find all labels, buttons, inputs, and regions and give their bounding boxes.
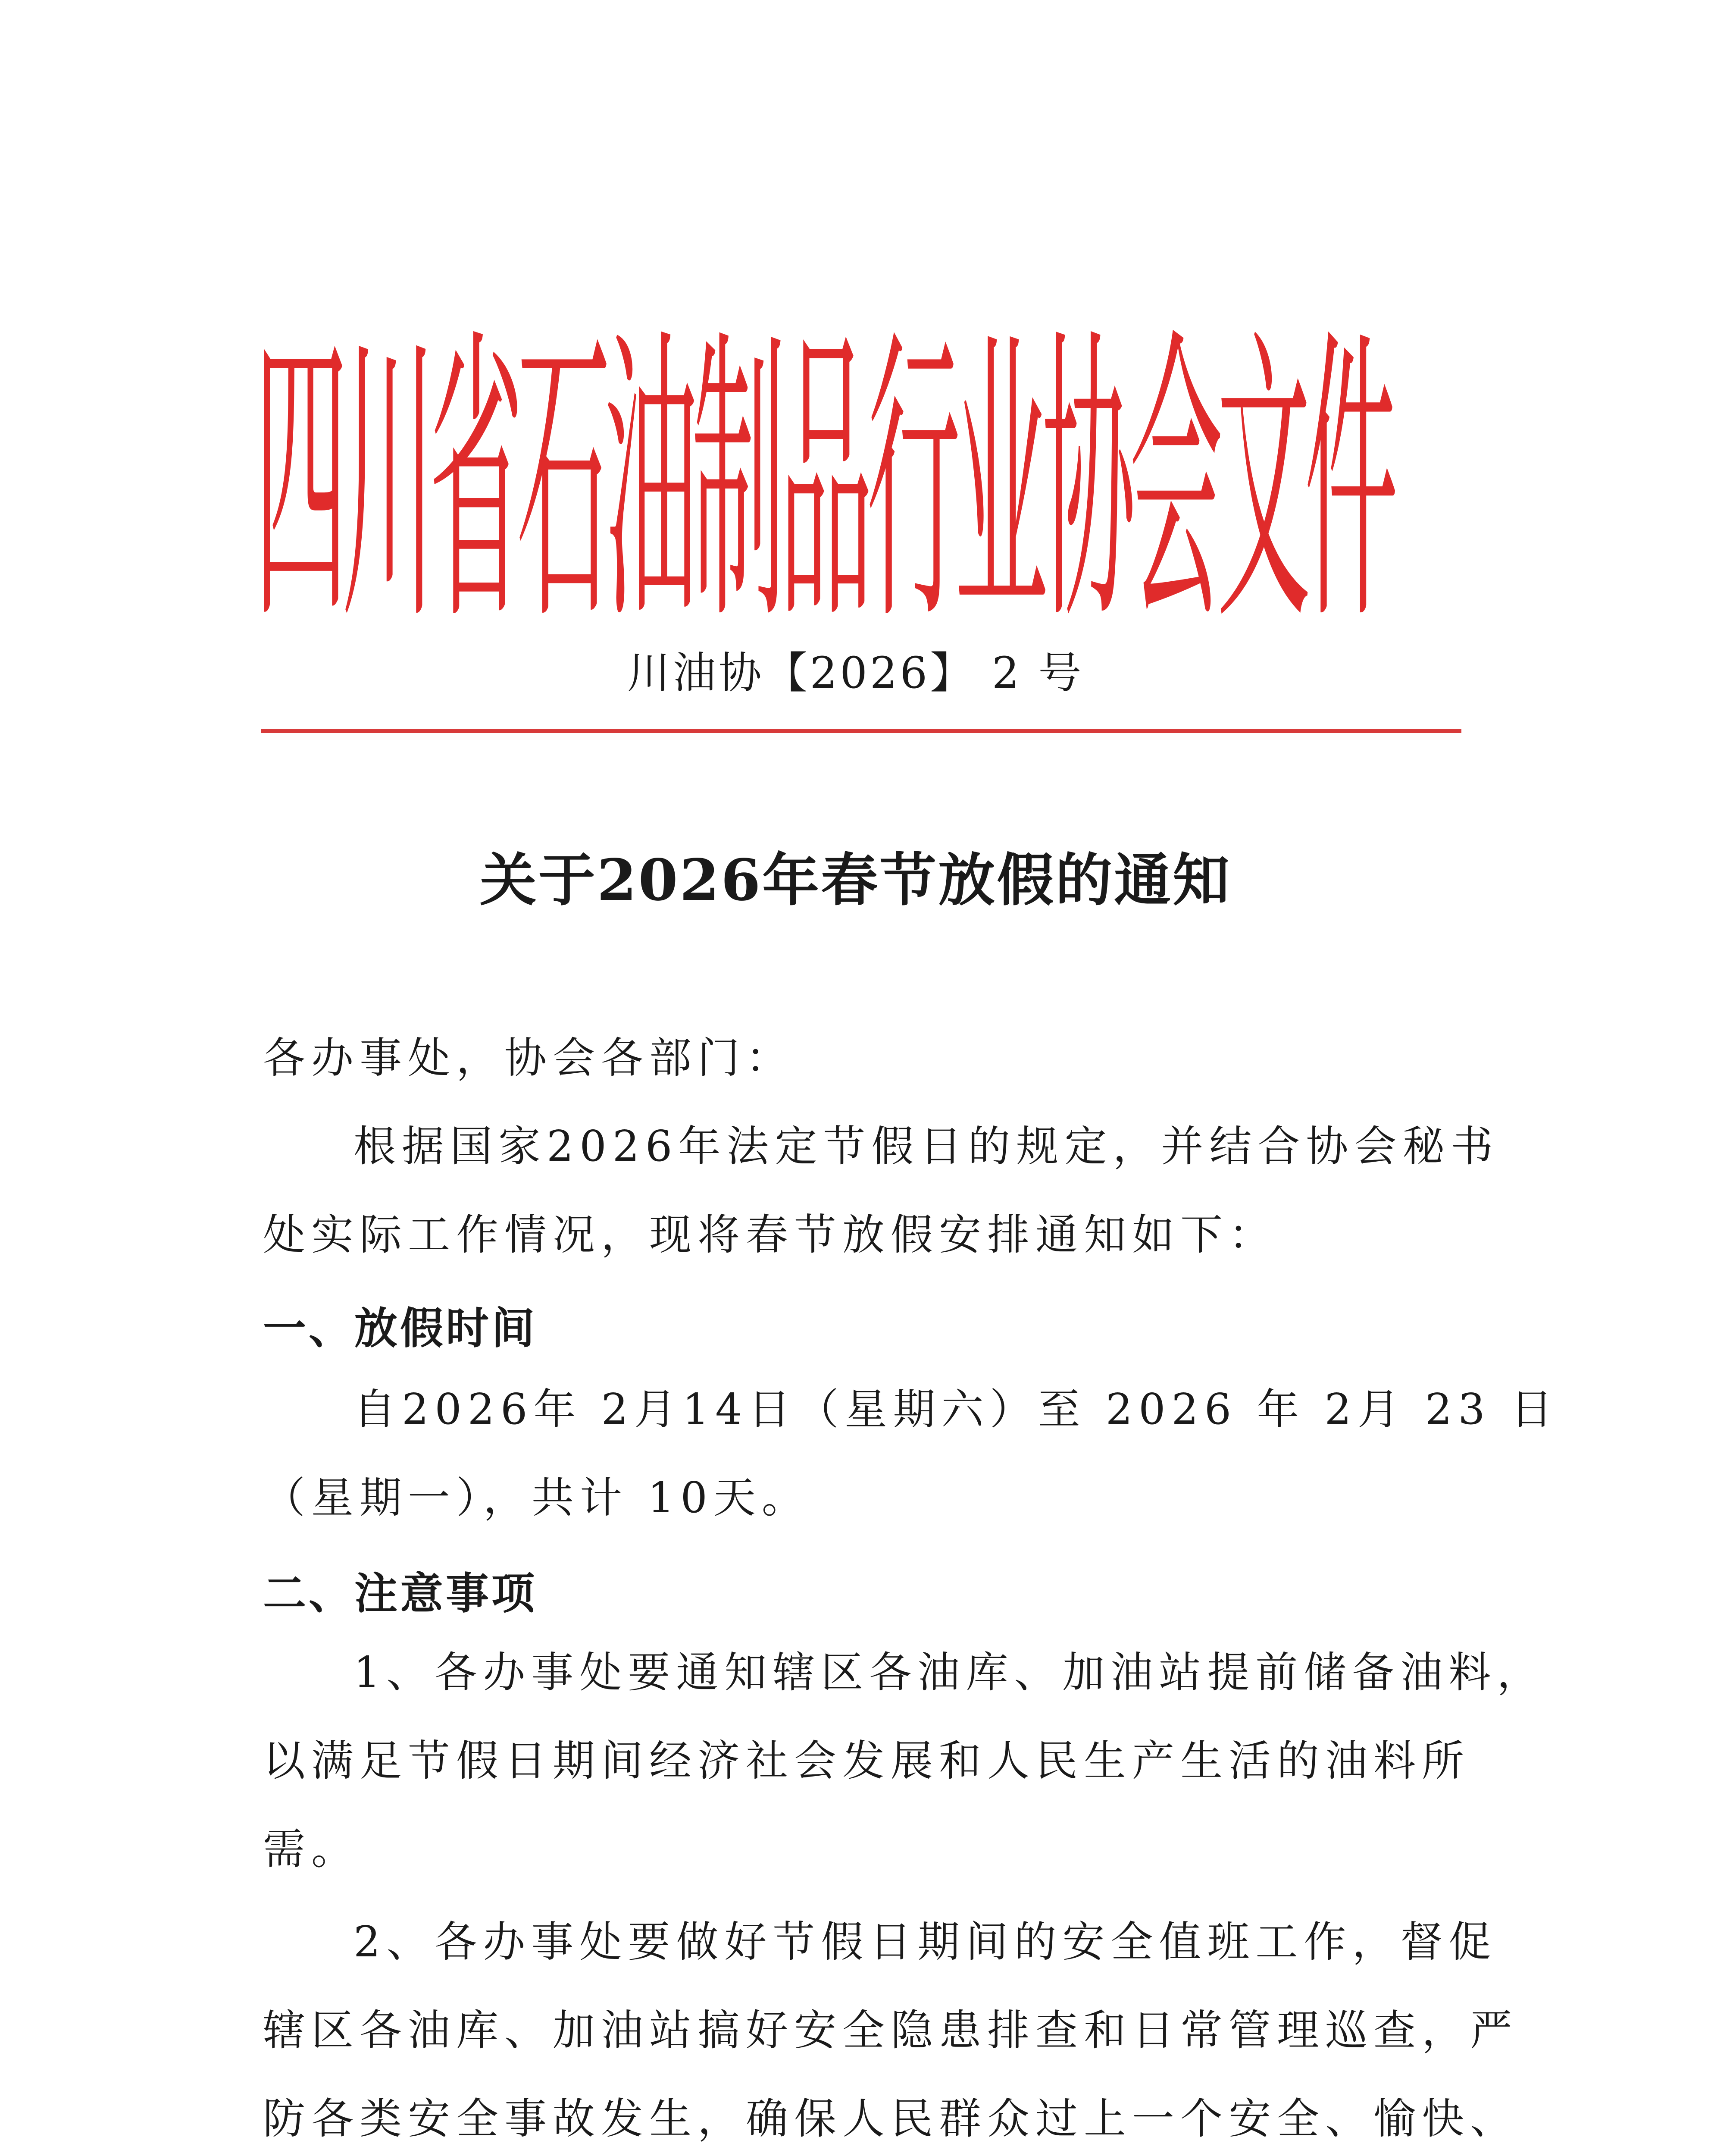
note-1-line-1: 1、各办事处要通知辖区各油库、加油站提前储备油料， (353, 1648, 1545, 1697)
document-title: 关于2026年春节放假的通知 (479, 847, 1232, 914)
document-number: 川油协【2026】 2 号 (627, 648, 1084, 698)
addressee: 各办事处，协会各部门： (263, 1034, 795, 1083)
masthead-title: 四川省石油制品行业协会文件 (254, 304, 1392, 662)
note-2-line-3: 防各类安全事故发生，确保人民群众过上一个安全、愉快、 (263, 2094, 1519, 2143)
note-2-line-2: 辖区各油库、加油站搞好安全隐患排查和日常管理巡查，严 (263, 2006, 1519, 2055)
leave-time-line-1: 自2026年 2月14日（星期六）至 2026 年 2月 23 日 (353, 1385, 1559, 1434)
note-2-line-1: 2、各办事处要做好节假日期间的安全值班工作，督促 (353, 1918, 1497, 1967)
red-divider-line (261, 729, 1461, 733)
section-heading-notes: 二、注意事项 (263, 1568, 537, 1619)
section-heading-leave-time: 一、放假时间 (263, 1303, 537, 1354)
intro-line-1: 根据国家2026年法定节假日的规定，并结合协会秘书 (353, 1122, 1499, 1171)
note-1-line-3: 需。 (263, 1825, 360, 1874)
intro-line-2: 处实际工作情况，现将春节放假安排通知如下： (263, 1210, 1277, 1260)
masthead (254, 241, 1470, 662)
leave-time-line-2: （星期一），共计 10天。 (263, 1473, 810, 1523)
note-1-line-2: 以满足节假日期间经济社会发展和人民生产生活的油料所 (263, 1736, 1470, 1786)
